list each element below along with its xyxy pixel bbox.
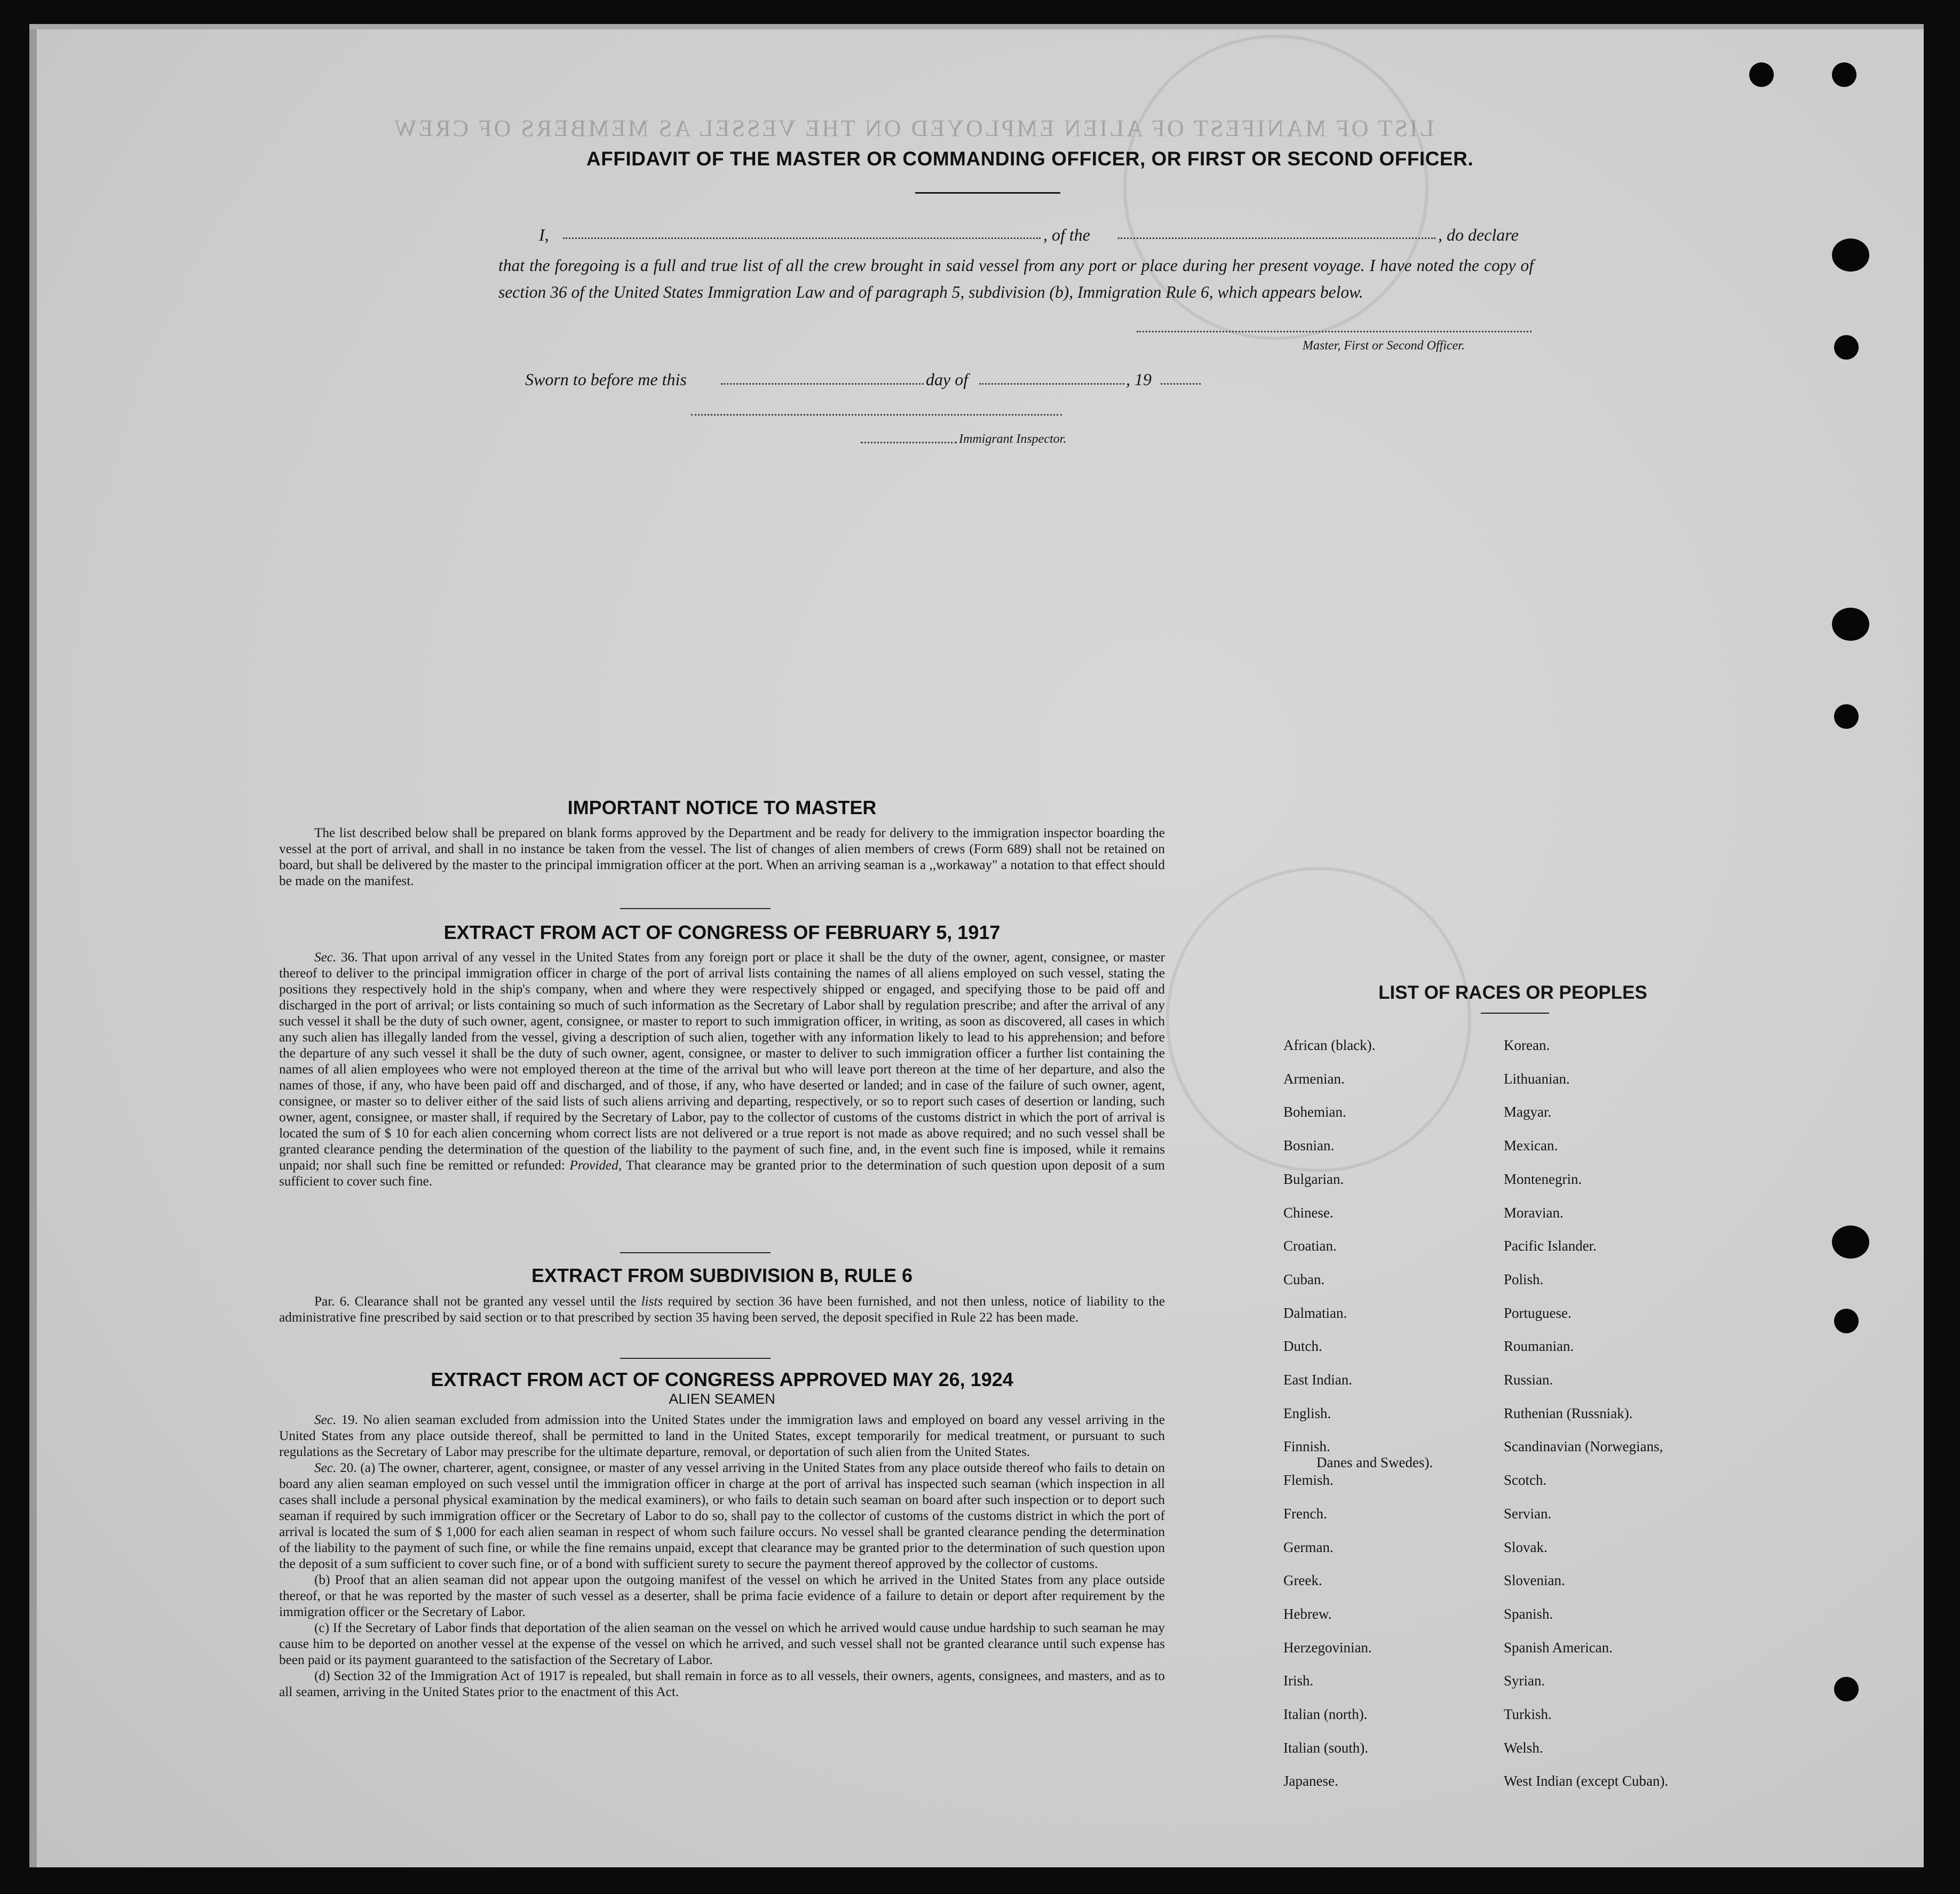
provided-label: Provided,: [569, 1158, 622, 1173]
race-item: Russian.: [1504, 1372, 1553, 1388]
race-item: Pacific Islander.: [1504, 1238, 1597, 1254]
race-item: Korean.: [1504, 1037, 1550, 1053]
sec-20b-text: (b) Proof that an alien seaman did not appear upon the outgoing manifest of the vessel on which he arrived in the United States from any place outside thereof, or that he was reported by the master of such vessel as a deserter, shall be prima facie evidence of a failure to detain or deport after requirement by the immigration officer or the Secretary of Labor.: [279, 1573, 1165, 1619]
race-item: Croatian.: [1283, 1238, 1337, 1254]
extract-rule6-text: [279, 1294, 1165, 1326]
punch-hole: [1832, 238, 1869, 272]
extract-1924-subtitle: ALIEN SEAMEN: [669, 1391, 775, 1407]
race-item: Mexican.: [1504, 1137, 1558, 1154]
race-item: Portuguese.: [1504, 1304, 1572, 1321]
punch-hole: [1834, 1309, 1859, 1333]
punch-hole: [1832, 1225, 1869, 1259]
races-title-underline: [1481, 1013, 1549, 1014]
punch-hole: [1834, 704, 1859, 729]
page-edge-shadow-top: [29, 24, 1924, 29]
race-item: Turkish.: [1504, 1706, 1552, 1722]
punch-hole: [1834, 335, 1859, 360]
punch-hole: [1749, 62, 1774, 87]
race-item: West Indian (except Cuban).: [1504, 1773, 1669, 1789]
race-item: Dutch.: [1283, 1338, 1322, 1355]
race-item: Italian (north).: [1283, 1706, 1368, 1722]
inspector-dots: [861, 442, 957, 443]
race-item: Spanish.: [1504, 1605, 1553, 1622]
race-item: Irish.: [1283, 1673, 1314, 1689]
race-item: Italian (south).: [1283, 1739, 1368, 1756]
race-item: Flemish.: [1283, 1472, 1334, 1489]
race-item: German.: [1283, 1539, 1334, 1555]
par-6-text-a: Par. 6. Clearance shall not be granted any vessel until the: [314, 1294, 637, 1309]
affidavit-body: that the foregoing is a full and true list of all the crew brought in said vessel from any port or place during her present voyage. I have noted the copy of section 36 of the United States Immigration Law and of paragraph 5, subdivision (b), Immigration Rule 6, which appears below.: [498, 256, 1534, 301]
sec-label: Sec.: [314, 1413, 337, 1427]
race-item: Hebrew.: [1283, 1605, 1332, 1622]
race-item: Servian.: [1504, 1505, 1552, 1522]
race-item: Magyar.: [1504, 1104, 1552, 1120]
race-item: Japanese.: [1283, 1773, 1338, 1789]
section-divider: [620, 1358, 771, 1359]
race-item: Herzegovinian.: [1283, 1639, 1372, 1656]
punch-hole: [1832, 608, 1869, 641]
section-divider: [620, 1252, 771, 1253]
sec-label: Sec.: [314, 1461, 337, 1475]
sworn-month-blank: [979, 383, 1124, 385]
inspector-label: Immigrant Inspector.: [959, 432, 1067, 446]
race-item: Cuban.: [1283, 1271, 1325, 1287]
title-underline: [915, 192, 1060, 194]
sec-20a-text: 20. (a) The owner, charterer, agent, consignee, or master of any vessel arriving in the United States from any place outside thereof who fails to detain on board any alien seaman employed on such vessel until the immigration officer in charge at the port of arrival has inspected such seaman (which inspection in all cases shall include a personal physical examination by the medical examiners), or who fails to detain such seaman on board after such inspection or to deport such seaman if required by such immigration officer or the Secretary of Labor to do so, shall pay to the collector of customs of the customs district in which the port of arrival is located the sum of $ 1,000 for each alien seaman in respect of whom such failure occurs. No vessel shall be granted clearance pending the determination of the liability to the payment of such fine, or while the fine remains unpaid, except that clearance may be granted prior to the determination of such question upon the deposit of a sum sufficient to cover such fine, or of a bond with sufficient surety to secure the payment thereof approved by the collector of customs.: [279, 1461, 1165, 1571]
race-item: Montenegrin.: [1504, 1171, 1582, 1187]
sec-36-text: 36. That upon arrival of any vessel in the United States from any foreign port or place it shall be the duty of the owner, agent, consignee, or master thereof to deliver to the principal immigration officer in charge of the port of arrival lists containing the names of all aliens employed on such vessel, stating the positions they respectively hold in the ship's company, when and where they were respectively shipped or engaged, and specifying those to be paid off and discharged in the port of arrival; or lists containing so much of such information as the Secretary of Labor shall by regulation prescribe; and after the arrival of any such vessel it shall be the duty of such owner, agent, consignee, or master to report to such immigration officer, in writing, as soon as discovered, all cases in which any such alien has illegally landed from the vessel, giving a description of such alien, together with any information likely to lead to his apprehension; and before the departure of any such vessel it shall be the duty of such owner, agent, consignee, or master to deliver to such immigration officer a further list containing the names of all alien employees who were not employed thereon at the time of the arrival but who will leave port thereon at the time of her departure, and also the names of those, if any, who have been paid off and discharged, and of those, if any, who have deserted or landed; and in case of the failure of such owner, agent, consignee, or master so to deliver either of the said lists of such aliens arriving and departing, respectively, or so to report such cases of desertion or landing, such owner, agent, consignee, or master shall, if required by the Secretary of Labor, pay to the collector of customs of the customs district in which the port of arrival is located the sum of $ 10 for each alien concerning whom correct lists are not delivered or a true report is not made as above required; and no such vessel shall be granted clearance pending the determination of the question of the liability to the payment of such fine, and, in the event such fine is imposed, while it remains unpaid; nor shall such fine be remitted or refunded:: [279, 950, 1165, 1173]
race-item: Welsh.: [1504, 1739, 1543, 1756]
extract-1924-text: [279, 1412, 1165, 1700]
sec-20d-text: (d) Section 32 of the Immigration Act of 1917 is repealed, but shall remain in force as to all vessels, their owners, agents, consignees, and masters, and as to all seamen, arriving in the United States prior to the enactment of this Act.: [279, 1669, 1165, 1699]
extract-1924-title: EXTRACT FROM ACT OF CONGRESS APPROVED MAY 26, 1924: [431, 1368, 1013, 1390]
sworn-label: Sworn to before me this: [525, 370, 687, 389]
section-divider: [620, 908, 771, 909]
sworn-year-blank: [1161, 383, 1201, 385]
sworn-day-blank: [721, 383, 924, 385]
extract-1917-text: [279, 950, 1165, 1190]
lists-word: lists: [641, 1294, 663, 1309]
race-item: Greek.: [1283, 1572, 1322, 1589]
sec-20c-text: (c) If the Secretary of Labor finds that deportation of the alien seaman on the vessel on which he arrived would cause undue hardship to such seaman he may cause him to be deported on another vessel at the expense of the vessel on which he arrived, and such vessel shall not be granted clearance until such expense has been paid or its payment guaranteed to the satisfaction of the Secretary of Labor.: [279, 1621, 1165, 1667]
vessel-blank: [1118, 237, 1435, 239]
signature-line: [1137, 331, 1532, 332]
race-item: Spanish American.: [1504, 1639, 1613, 1656]
race-item: Slovak.: [1504, 1539, 1548, 1555]
notice-title: IMPORTANT NOTICE TO MASTER: [567, 797, 877, 818]
affidavit-of-the: , of the: [1043, 225, 1090, 244]
race-item: English.: [1283, 1405, 1331, 1421]
races-title: LIST OF RACES OR PEOPLES: [1378, 982, 1647, 1003]
page-edge-shadow: [29, 24, 37, 1867]
affidavit-do-declare: , do declare: [1438, 225, 1519, 244]
extract-rule6-title: EXTRACT FROM SUBDIVISION B, RULE 6: [531, 1264, 913, 1286]
race-item: Syrian.: [1504, 1673, 1545, 1689]
race-item: East Indian.: [1283, 1372, 1352, 1388]
name-blank: [563, 237, 1041, 239]
affidavit-i-label: I,: [539, 225, 549, 244]
punch-hole: [1834, 1677, 1859, 1701]
sec-label: Sec.: [314, 950, 337, 965]
affidavit-title: AFFIDAVIT OF THE MASTER OR COMMANDING OFFICER, OR FIRST OR SECOND OFFICER.: [586, 148, 1474, 170]
notice-paragraph: The list described below shall be prepared on blank forms approved by the Department and be ready for delivery to the immigration inspector boarding the vessel at the port of arrival, and shall in no instance be taken from the vessel. The list of changes of alien members of crews (Form 689) shall not be retained on board, but shall be delivered by the master to the principal immigration officer at the port. When an arriving seaman is a ,,workaway" a notation to that effect should be made on the manifest.: [279, 826, 1165, 888]
race-item: Lithuanian.: [1504, 1070, 1570, 1087]
day-of-label: day of: [926, 370, 969, 389]
race-item: Polish.: [1504, 1271, 1544, 1287]
race-item: Moravian.: [1504, 1204, 1564, 1221]
race-item: Danes and Swedes).: [1316, 1454, 1433, 1471]
race-item: African (black).: [1283, 1037, 1376, 1053]
document-page: [29, 24, 1924, 1867]
par-6-text-b: required by section 36 have been furnished, and not then unless, notice of liability to the administrative fine prescribed by said section or to that prescribed by section 35 having been served, the deposit specified in Rule 22 has been made.: [279, 1294, 1165, 1325]
sec-19-text: 19. No alien seaman excluded from admission into the United States under the immigration laws and employed on board any vessel arriving in the United States from any place outside thereof, shall be permitted to land in the United States, except temporarily for medical treatment, or pursuant to such regulations as the Secretary of Labor may prescribe for the ultimate departure, removal, or deportation of such alien from the United States.: [279, 1413, 1165, 1459]
notice-text: [279, 825, 1165, 889]
race-item: Scandinavian (Norwegians,: [1504, 1438, 1663, 1455]
race-item: Finnish.: [1283, 1438, 1330, 1455]
race-item: Ruthenian (Russniak).: [1504, 1405, 1633, 1421]
bleed-through-heading: LIST OF MANIFEST OF ALIEN EMPLOYED ON THE VESSEL AS MEMBERS OF CREW: [392, 115, 1434, 141]
race-item: Bohemian.: [1283, 1104, 1346, 1120]
race-item: Bulgarian.: [1283, 1171, 1344, 1187]
punch-hole: [1832, 62, 1856, 87]
race-item: Dalmatian.: [1283, 1304, 1347, 1321]
race-item: Scotch.: [1504, 1472, 1547, 1489]
extract-1917-title: EXTRACT FROM ACT OF CONGRESS OF FEBRUARY 5, 1917: [443, 921, 1001, 943]
signature-label: Master, First or Second Officer.: [1303, 339, 1465, 353]
sec-36-text-end: That clearance may be granted prior to the determination of such question upon deposit of a sum sufficient to cover such fine.: [279, 1158, 1165, 1189]
race-item: Slovenian.: [1504, 1572, 1565, 1589]
faint-seal-middle: [1166, 867, 1471, 1172]
race-item: Bosnian.: [1283, 1137, 1335, 1154]
year-label: , 19: [1126, 370, 1152, 389]
race-item: French.: [1283, 1505, 1327, 1522]
race-item: Chinese.: [1283, 1204, 1334, 1221]
inspector-signature-line: [691, 414, 1062, 416]
race-item: Roumanian.: [1504, 1338, 1574, 1355]
race-item: Armenian.: [1283, 1070, 1345, 1087]
